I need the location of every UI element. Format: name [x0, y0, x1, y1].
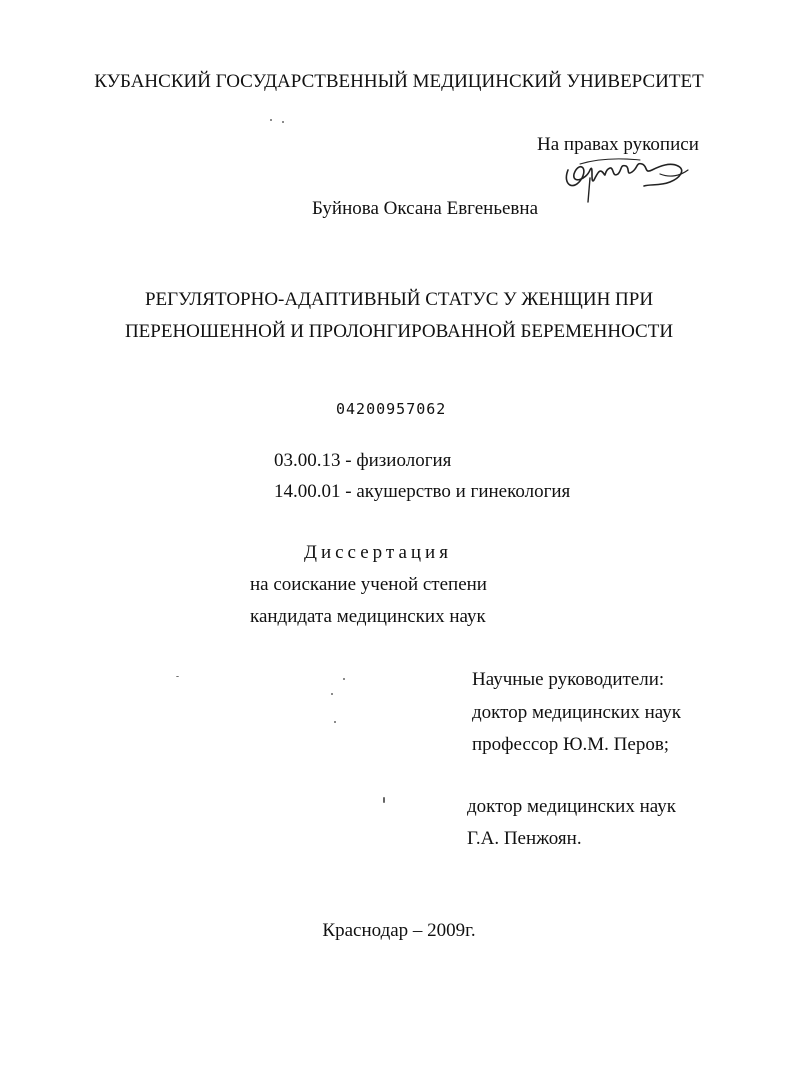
supervisor-2-name: Г.А. Пенжоян.: [467, 828, 582, 849]
specialty-obstetrics: 14.00.01 - акушерство и гинекология: [274, 481, 571, 502]
dissertation-title-line-2: ПЕРЕНОШЕННОЙ И ПРОЛОНГИРОВАННОЙ БЕРЕМЕННОСТИ: [124, 321, 674, 342]
registration-number: 04200957062: [336, 400, 447, 418]
dissertation-title-line-1: РЕГУЛЯТОРНО-АДАПТИВНЫЙ СТАТУС У ЖЕНЩИН ПРИ: [144, 289, 654, 310]
scan-speck: [331, 693, 333, 695]
specialty-physiology: 03.00.13 - физиология: [274, 450, 452, 471]
scan-speck: [270, 119, 272, 121]
university-name: КУБАНСКИЙ ГОСУДАРСТВЕННЫЙ МЕДИЦИНСКИЙ УНИВЕРСИТЕТ: [94, 71, 704, 92]
supervisors-heading: Научные руководители:: [472, 669, 665, 690]
author-name: Буйнова Оксана Евгеньевна: [312, 198, 538, 219]
degree-line-1: на соискание ученой степени: [250, 574, 487, 595]
supervisor-1-degree: доктор медицинских наук: [472, 702, 681, 723]
scan-speck: [282, 121, 284, 123]
scan-speck: [334, 721, 336, 723]
scan-speck: [176, 676, 179, 677]
handwritten-signature: [560, 140, 700, 210]
supervisor-2-degree: доктор медицинских наук: [467, 796, 676, 817]
dissertation-heading: Диссертация: [304, 542, 452, 563]
degree-line-2: кандидата медицинских наук: [250, 606, 486, 627]
scan-speck: [343, 678, 345, 680]
manuscript-rights-label: На правах рукописи: [537, 134, 699, 155]
place-and-year: Краснодар – 2009г.: [322, 920, 476, 941]
supervisor-1-name: профессор Ю.М. Перов;: [472, 734, 670, 755]
scan-speck: [383, 797, 385, 803]
